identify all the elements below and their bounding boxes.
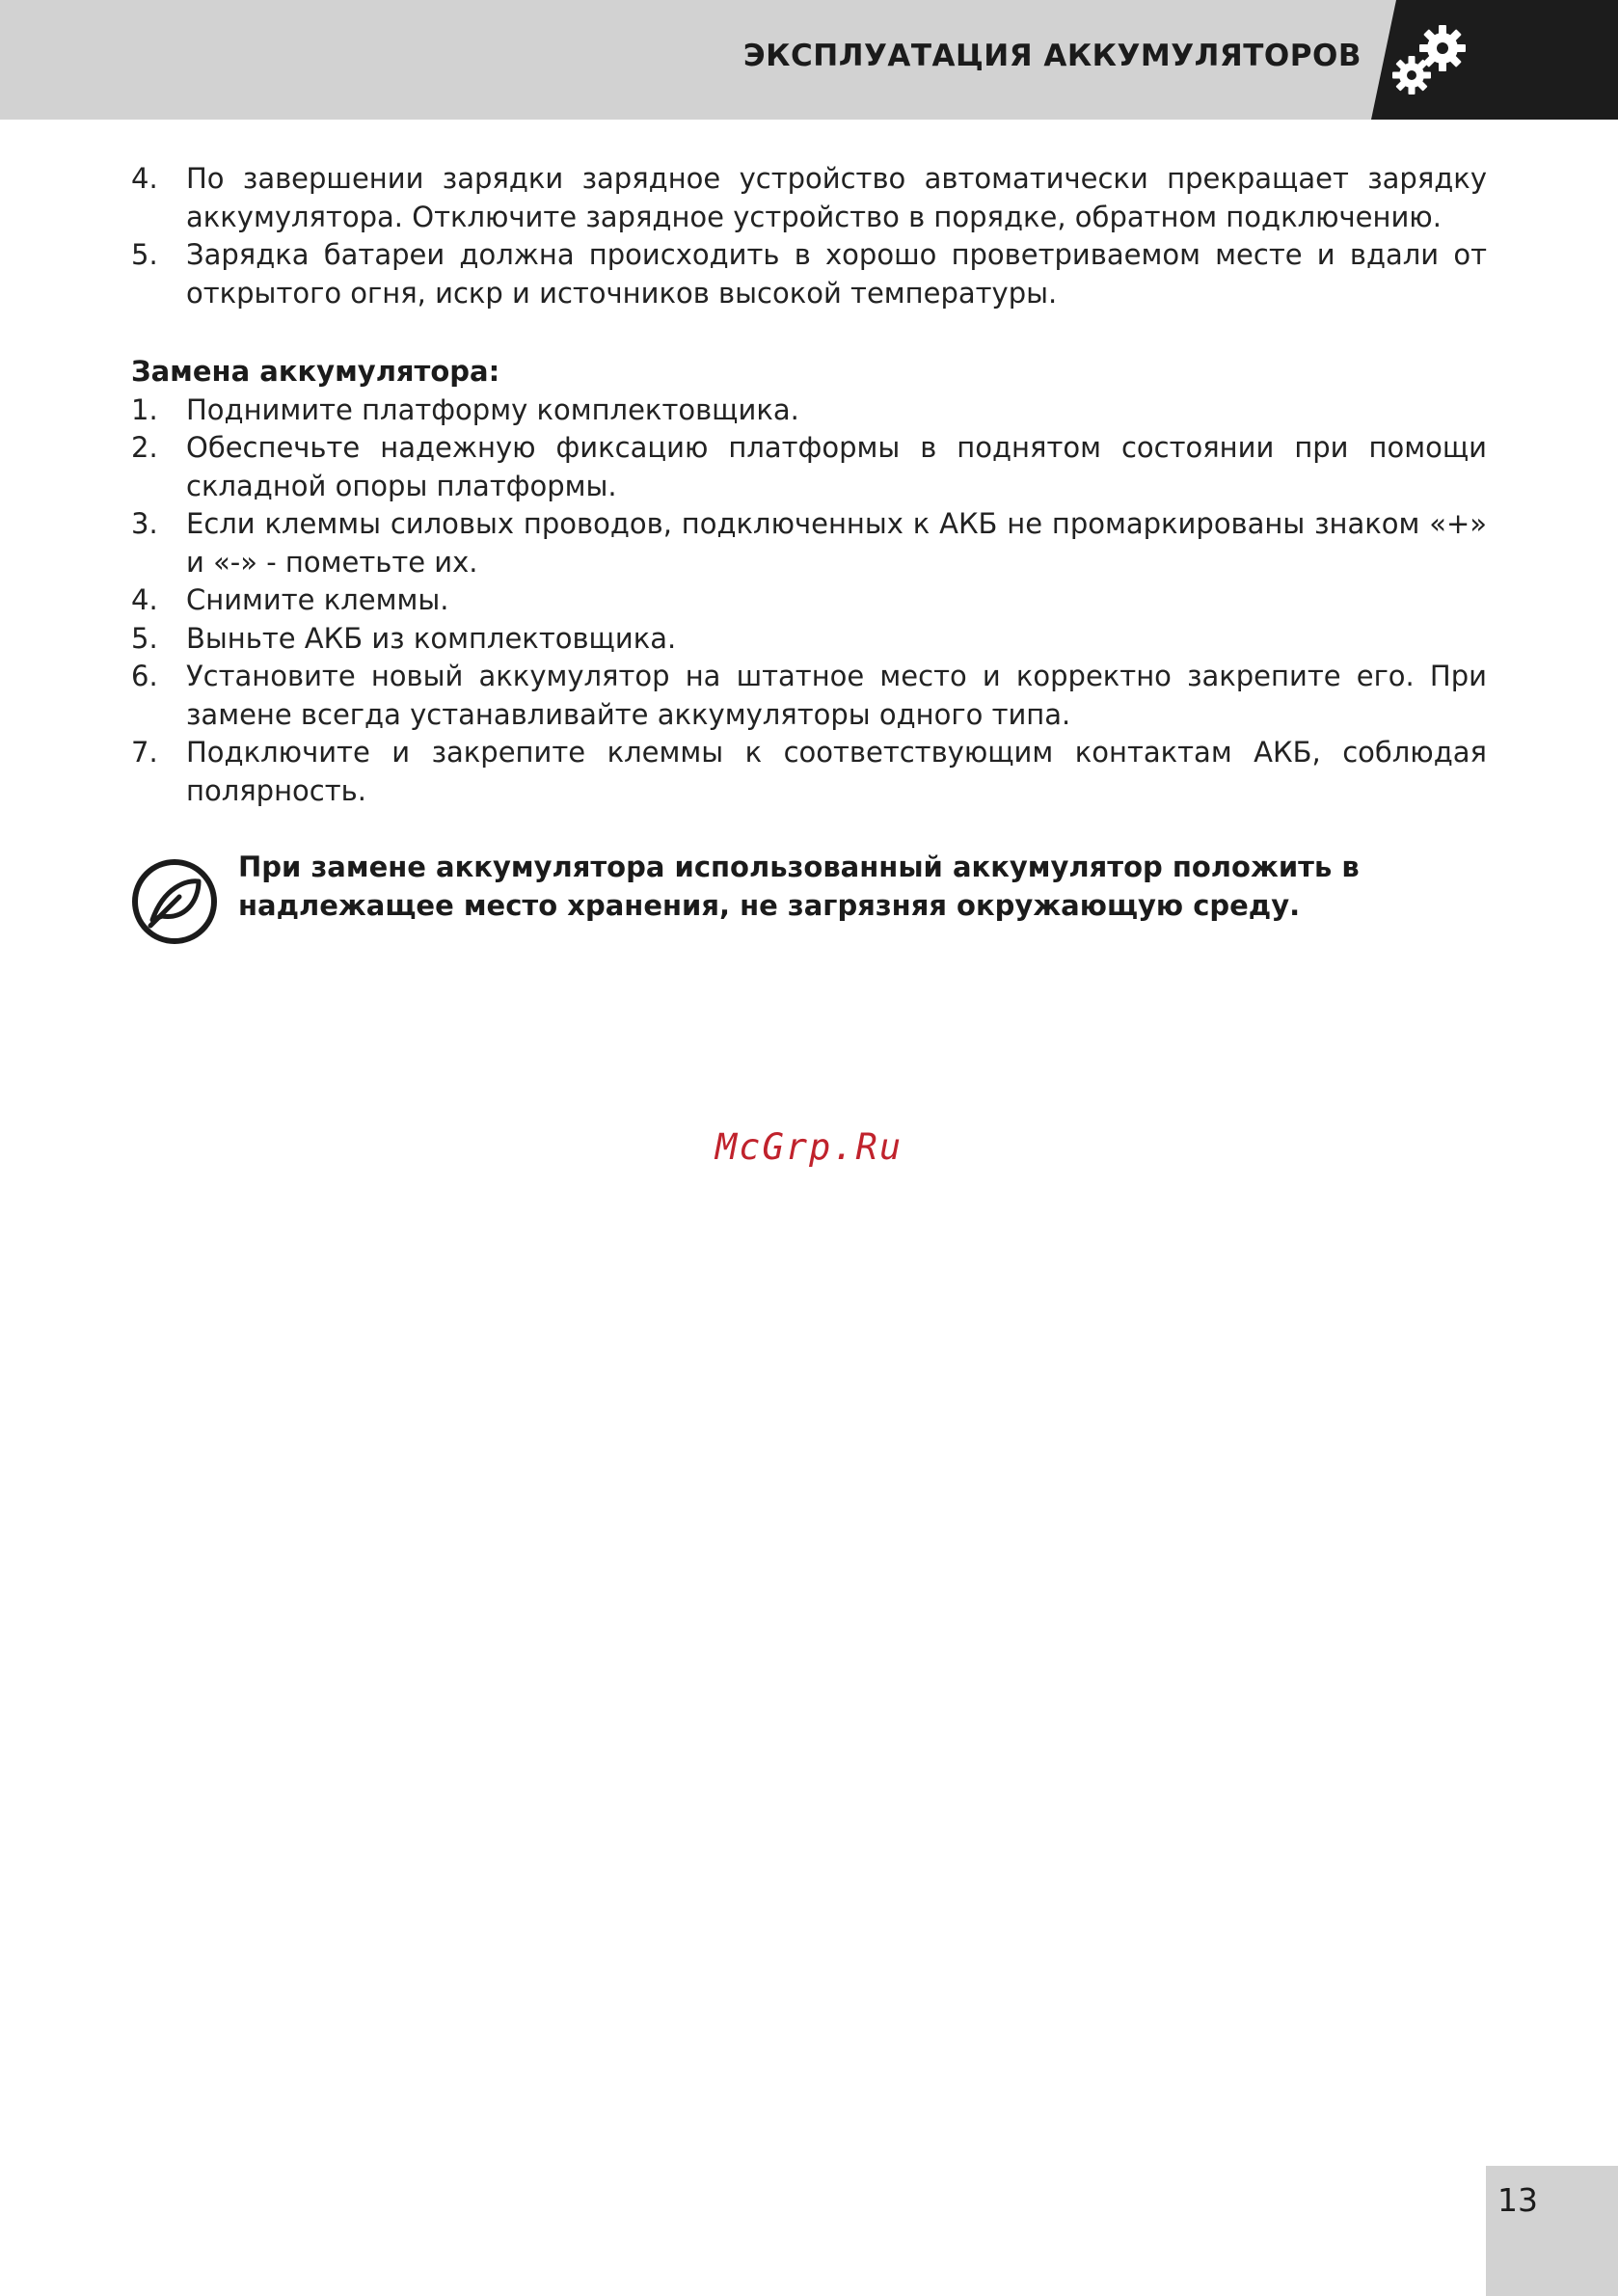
gears-icon: [1387, 19, 1473, 102]
list-item: [131, 392, 1487, 430]
eco-notice: [131, 849, 1487, 935]
replacement-steps-list: [131, 392, 1487, 811]
item-text: Зарядка батареи должна происходить в хорошо проветриваемом месте и вдали от открытого огня, искр и источников высокой температуры.: [186, 238, 1487, 310]
item-text: Обеспечьте надежную фиксацию платформы в поднятом состоянии при помощи складной опоры платформы.: [186, 431, 1487, 502]
item-number: 4.: [131, 583, 158, 616]
leaf-icon: [131, 858, 218, 945]
header-title: ЭКСПЛУАТАЦИЯ АККУМУЛЯТОРОВ: [742, 39, 1362, 73]
list-item: [131, 505, 1487, 581]
item-number: 1.: [131, 392, 158, 426]
list-item: [131, 160, 1487, 236]
notice-text: При замене аккумулятора использованный аккумулятор положить в надлежащее место хранения, не загрязняя окружающую среду.: [238, 851, 1360, 922]
item-text: Поднимите платформу комплектовщика.: [186, 392, 799, 426]
item-number: 4.: [131, 162, 158, 195]
section-title: Замена аккумулятора:: [131, 355, 500, 388]
header-icon-block: [1371, 0, 1618, 120]
list-item: [131, 236, 1487, 312]
item-text: Снимите клеммы.: [186, 583, 449, 616]
charging-steps-list: [131, 160, 1487, 312]
item-number: 5.: [131, 621, 158, 655]
item-text: Установите новый аккумулятор на штатное место и корректно закрепите его. При замене всегда устанавливайте аккумуляторы одного типа.: [186, 660, 1487, 731]
item-number: 5.: [131, 238, 158, 271]
page-content: [131, 160, 1487, 935]
list-item: [131, 658, 1487, 734]
page-number-box: [1486, 2166, 1618, 2296]
watermark: McGrp.Ru: [715, 1126, 903, 1168]
page-header: [0, 0, 1618, 120]
item-text: Если клеммы силовых проводов, подключенных к АКБ не промаркированы знаком «+» и «-» - пометьте их.: [186, 507, 1487, 579]
list-item: [131, 429, 1487, 505]
item-number: 7.: [131, 736, 158, 769]
list-item: [131, 734, 1487, 810]
item-number: 3.: [131, 507, 158, 540]
page-number: 13: [1497, 2181, 1538, 2219]
item-number: 6.: [131, 660, 158, 692]
item-number: 2.: [131, 431, 158, 464]
list-item: [131, 620, 1487, 659]
item-text: Подключите и закрепите клеммы к соответствующим контактам АКБ, соблюдая полярность.: [186, 736, 1487, 807]
item-text: Выньте АКБ из комплектовщика.: [186, 621, 677, 655]
list-item: [131, 581, 1487, 620]
item-text: По завершении зарядки зарядное устройство автоматически прекращает зарядку аккумулятора. Отключите зарядное устройство в порядке, обратном подключению.: [186, 162, 1487, 233]
